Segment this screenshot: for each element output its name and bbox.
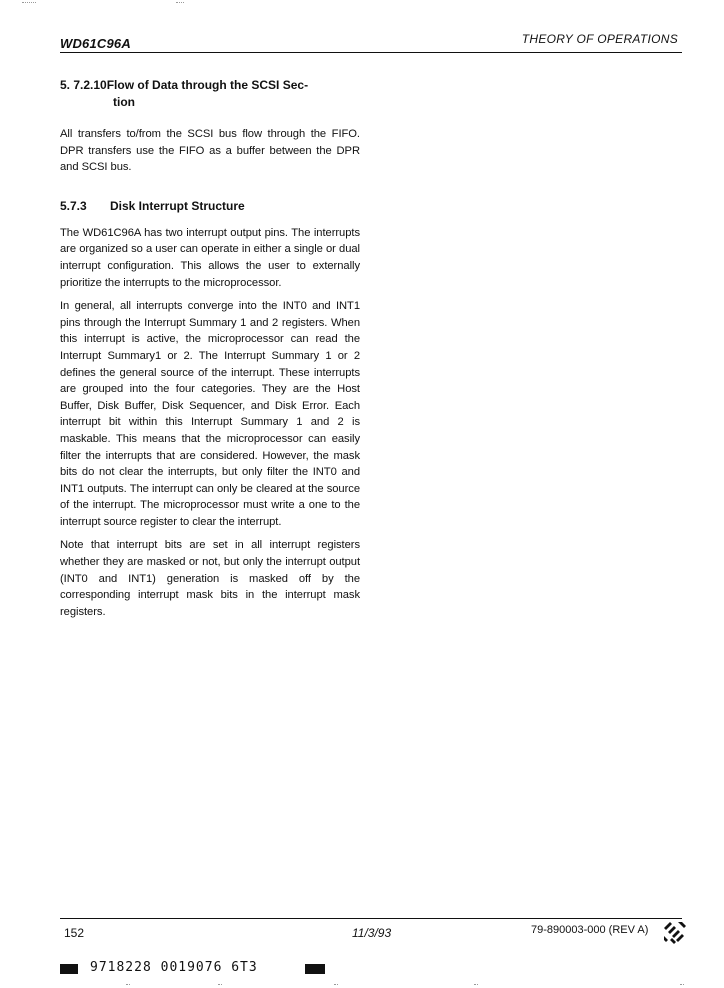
header-divider	[60, 52, 682, 53]
scan-artifact-bottom	[218, 984, 222, 986]
scan-artifact-bottom	[126, 984, 130, 986]
section-heading-flow	[60, 77, 360, 111]
wd-logo-icon	[664, 922, 686, 944]
scan-artifact-bottom	[680, 984, 684, 986]
barcode-block-right	[305, 964, 325, 974]
section-title: Disk Interrupt Structure	[110, 198, 245, 213]
scan-artifact-top-mid	[176, 2, 184, 4]
page-header	[60, 28, 680, 54]
section-number: 5.7.3	[60, 198, 87, 213]
section-title: Flow of Data through the SCSI Sec-	[106, 78, 309, 92]
barcode-number: 9718228 0019076 6T3	[90, 960, 258, 975]
paragraph: All transfers to/from the SCSI bus flow through the FIFO. DPR transfers use the FIFO as a buffer between the DPR and SCSI bus.	[60, 128, 360, 174]
document-id: WD61C96A	[60, 36, 131, 51]
section-heading-interrupt	[60, 198, 360, 215]
paragraph: The WD61C96A has two interrupt output pins. The interrupts are organized so a user can operate in either a single or dual interrupt configuration. This allows the user to externally prioritize the interrupts to the microprocessor.	[60, 226, 360, 289]
barcode-block-left	[60, 964, 78, 974]
section-heading: THEORY OF OPERATIONS	[521, 32, 678, 46]
scan-artifact-bottom	[334, 984, 338, 986]
section-title-continuation: tion	[113, 95, 135, 109]
main-content	[60, 77, 360, 620]
footer-date: 11/3/93	[352, 926, 392, 940]
footer-divider	[60, 918, 682, 919]
scan-artifact-bottom	[474, 984, 478, 986]
page-number: 152	[64, 926, 85, 940]
section-number: 5. 7.2.10	[60, 78, 107, 92]
paragraph: In general, all interrupts converge into the INT0 and INT1 pins through the Interrupt Summary 1 and 2 registers. When this interrupt is active, the microprocessor can read the Interrupt Summary1 or 2. The Interrupt Summary 1 or 2 defines the general source of the interrupt. These interrupts are grouped into the four categories. They are the Host Buffer, Disk Buffer, Disk Sequencer, and Disk Error. Each interrupt bit within this Interrupt Summary 1 and 2 is maskable. This means that the microprocessor can easily filter the interrupts that are considered. However, the mask bits do not clear the interrupts, but only filter the INT0 and INT1 outputs. The interrupt can only be cleared at the source of the interrupt. The microprocessor must write a one to the interrupt source register to clear the interrupt.	[60, 300, 360, 528]
document-revision: 79-890003-000 (REV A)	[531, 924, 649, 936]
paragraph: Note that interrupt bits are set in all interrupt registers whether they are masked or not, but only the interrupt output (INT0 and INT1) generation is masked off by the corresponding interrupt mask bits in the interrupt mask registers.	[60, 539, 360, 618]
scan-artifact-top-left	[22, 2, 36, 4]
